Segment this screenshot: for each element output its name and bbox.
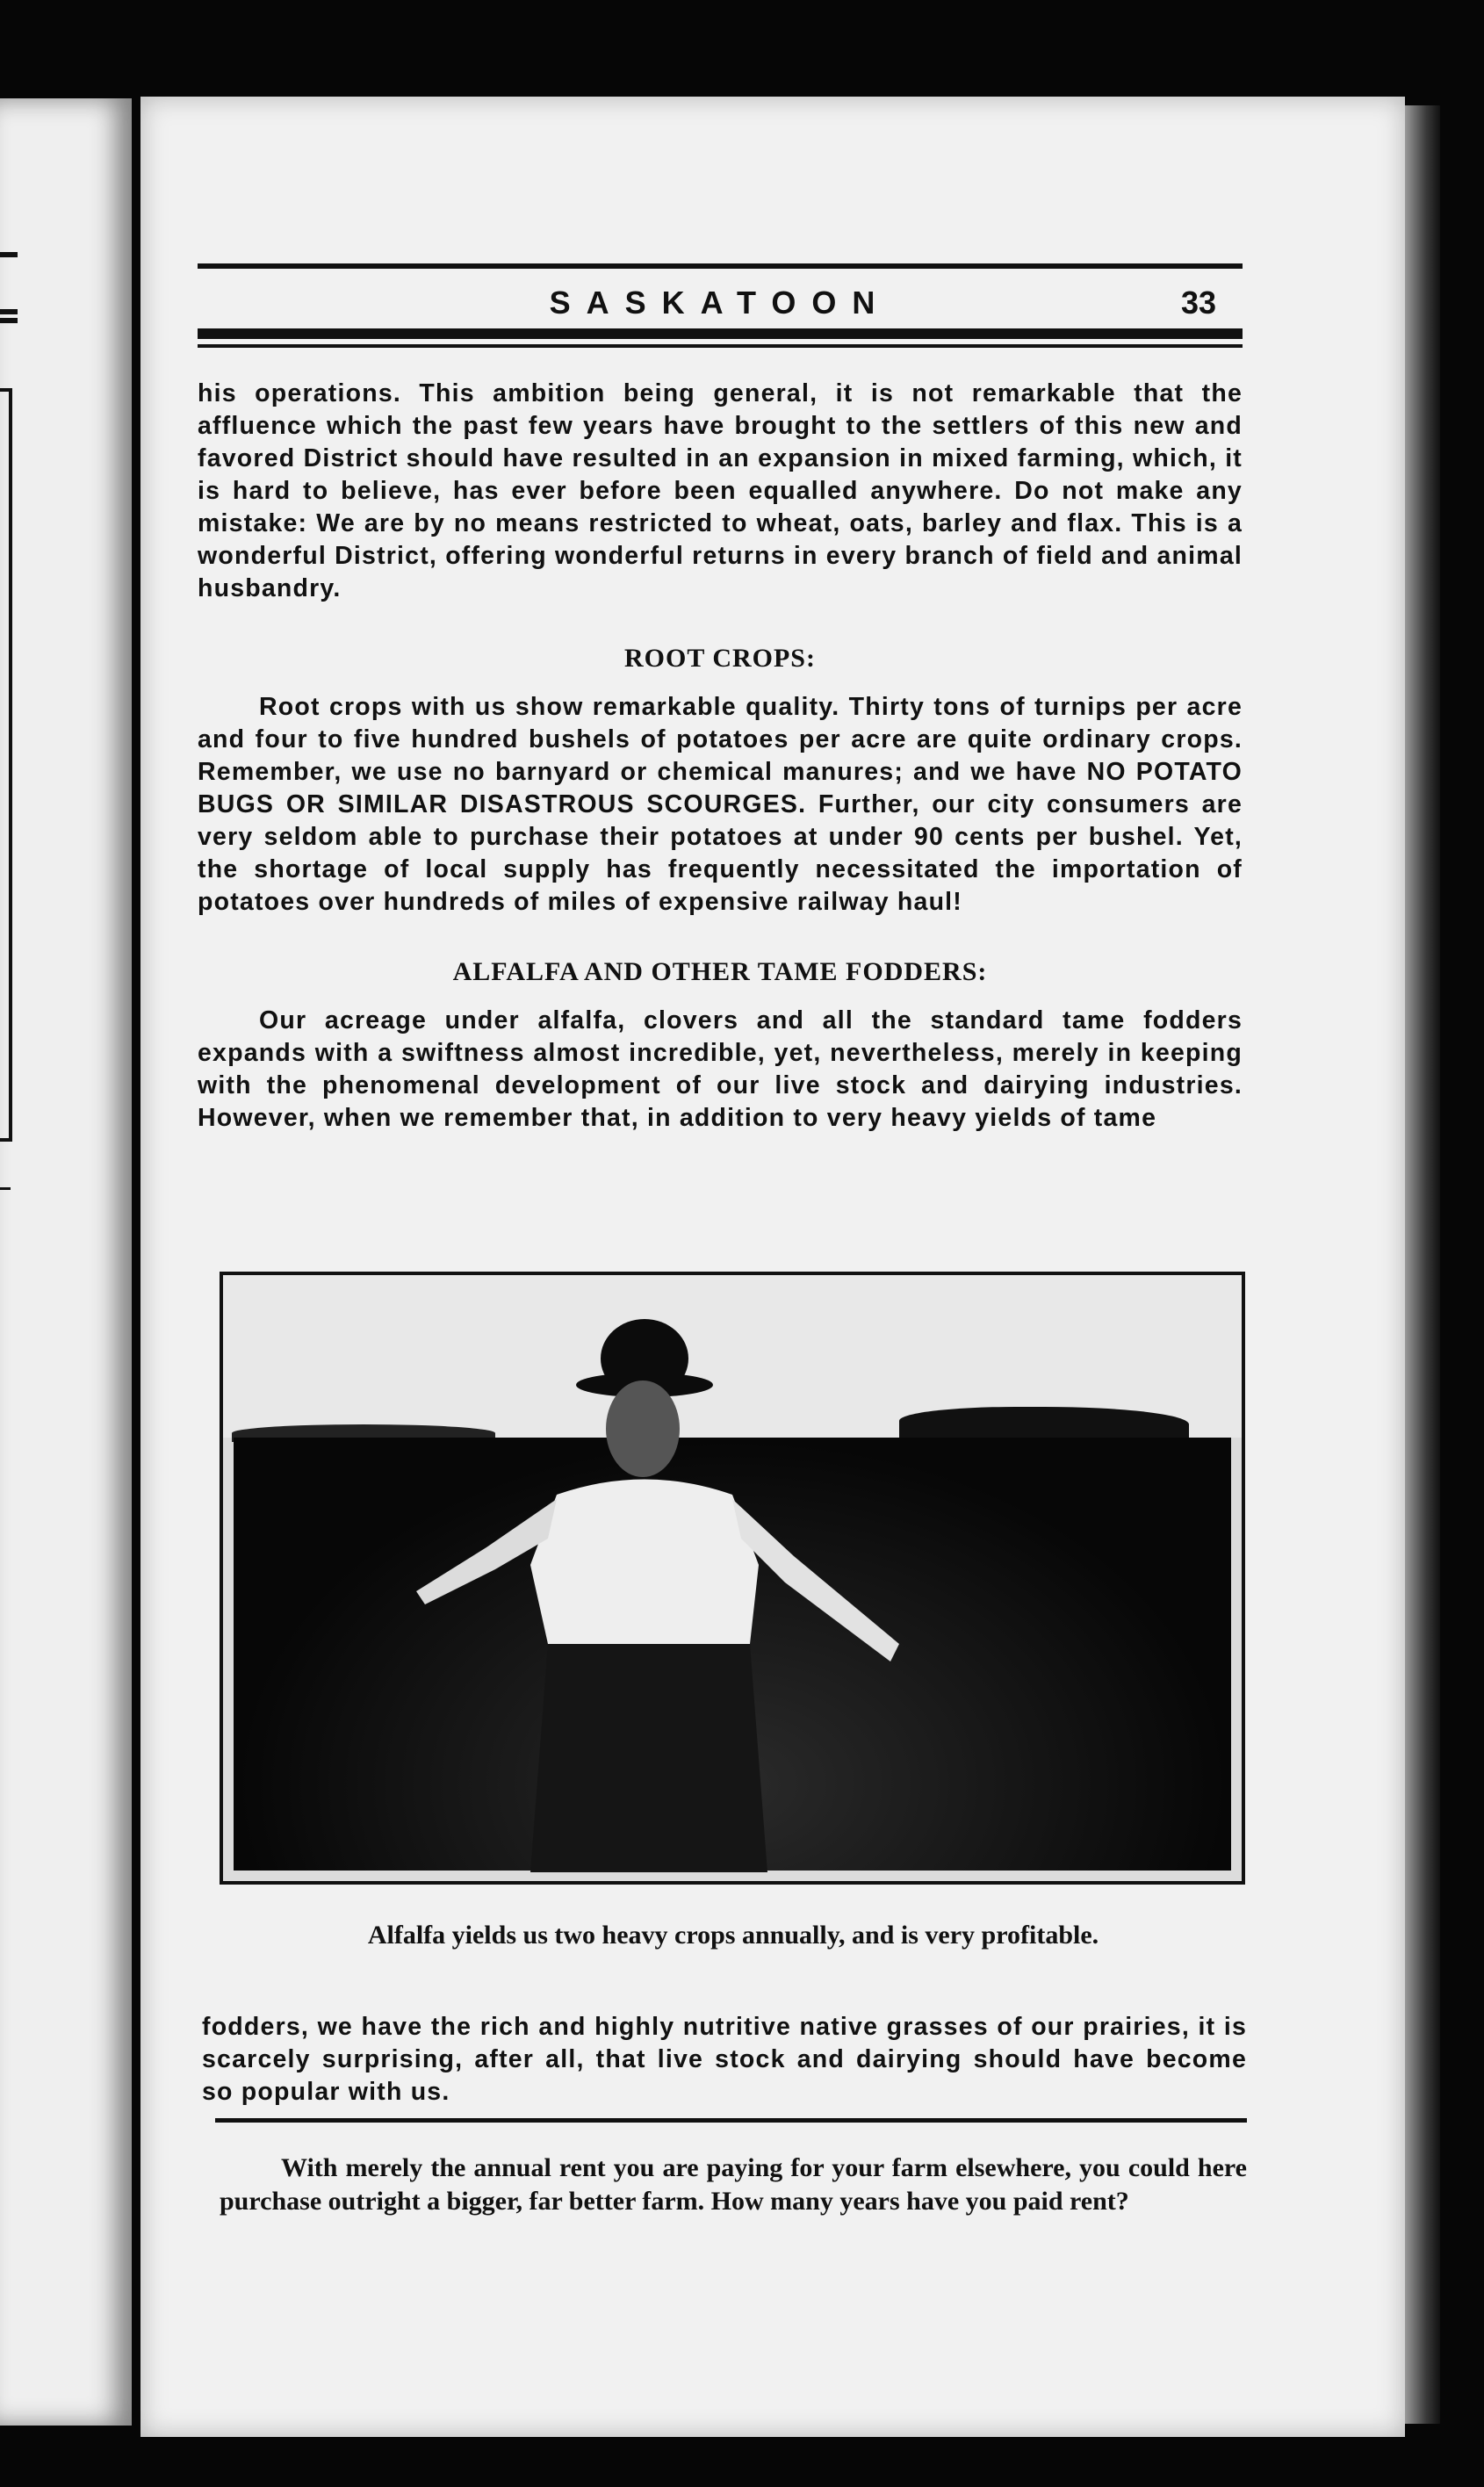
previous-page-edge	[0, 98, 132, 2426]
running-title: SASKATOON	[549, 285, 891, 321]
advertisement-rule	[215, 2118, 1247, 2123]
alfalfa-heading: ALFALFA AND OTHER TAME FODDERS:	[452, 957, 988, 986]
intro-paragraph: his operations. This ambition being general, it is not remarkable that the affluence which the past few years have brought to the settlers of this new and favored District should have resulted in an expansion in mixed farming, which, it is hard to believe, has ever before been equalled anywhere. Do not make any mistake: We are by no means restricted to wheat, oats, barley and flax. This is a wonderful District, offering wonderful returns in every branch of field and animal husbandry.	[198, 379, 1243, 602]
header-rule	[198, 263, 1243, 269]
alfalfa-paragraph: Our acreage under alfalfa, clovers and all the standard tame fodders expands with a swiftness almost incredible, yet, nevertheless, merely in keeping with the phenomenal development of our live stock and dairying industries. However, when we remember that, in addition to very heavy yields of tame	[198, 1006, 1243, 1132]
continuation-paragraph: fodders, we have the rich and highly nutritive native grasses of our prairies, it is scarcely surprising, after all, that live stock and dairying should have become so popular with us.	[202, 2013, 1247, 2106]
advertisement-text: With merely the annual rent you are paying for your farm elsewhere, you could here purchase outright a bigger, far better farm. How many years have you paid rent?	[220, 2153, 1247, 2216]
previous-page-photo-frame	[0, 388, 12, 1142]
running-header	[198, 283, 1243, 325]
root-crops-paragraph: Root crops with us show remarkable quality. Thirty tons of turnips per acre and four to five hundred bushels of potatoes per acre are quite ordinary crops. Remember, we use no barnyard or chemical manures; and we have NO POTATO BUGS OR SIMILAR DISASTROUS SCOURGES. Further, our city consumers are very seldom able to purchase their potatoes at under 90 cents per bushel. Yet, the shortage of local supply has frequently necessitated the importation of potatoes over hundreds of miles of expensive railway haul!	[198, 693, 1243, 916]
previous-page-rule	[0, 252, 18, 257]
previous-page-rule	[0, 309, 18, 314]
header-rule	[198, 328, 1243, 339]
alfalfa-photo	[220, 1272, 1245, 1885]
root-crops-heading: ROOT CROPS:	[624, 644, 816, 673]
previous-page-rule	[0, 318, 18, 323]
book-page-edge	[1405, 105, 1440, 2424]
previous-page-rule	[0, 1187, 11, 1190]
photo-caption: Alfalfa yields us two heavy crops annually, and is very profitable.	[367, 1921, 1099, 1950]
header-rule	[198, 344, 1243, 348]
page-number: 33	[1180, 285, 1216, 321]
text-column	[198, 263, 1243, 1135]
farmer-figure	[223, 1275, 1242, 1881]
